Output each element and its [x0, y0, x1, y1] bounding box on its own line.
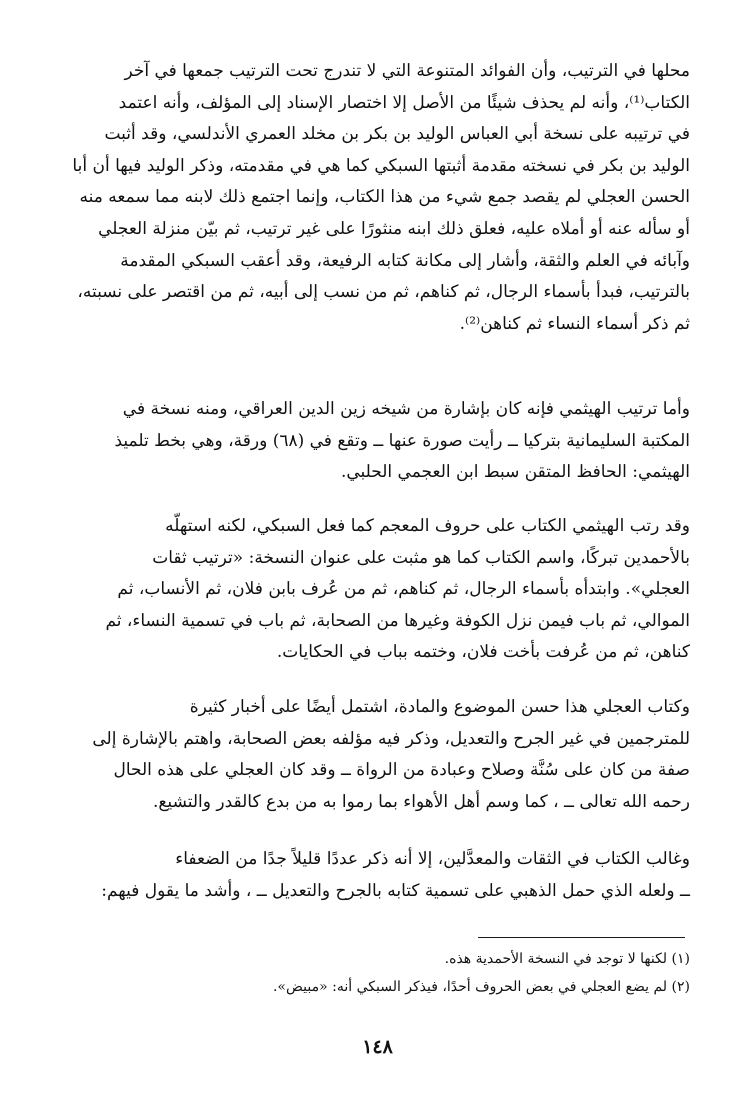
body-paragraph-2 — [58, 394, 690, 489]
footnote-divider — [478, 937, 685, 938]
body-paragraph-5 — [58, 844, 690, 907]
paragraph-text: محلها في الترتيب، وأن الفوائد المتنوعة التي لا تندرج تحت الترتيب جمعها في آخر الكتاب⁽¹⁾، وأنه لم يحذف شيئًا من الأصل إلا اختصار الإسناد إلى المؤلف، وأنه اعتمد في ترتيبه على نسخة أبي العباس الوليد بن بكر بن مخلد العمري الأندلسي، وقد أثبت الوليد بن بكر في نسخته مقدمة أثبتها السبكي كما هي في مقدمته، وذكر الوليد فيها أن أبا الحسن العجلي لم يقصد جمع شيء من هذا الكتاب، وإنما اجتمع ذلك لابنه مما سمعه منه أو سأله عنه أو أملاه عليه، فعلق ذلك ابنه منثورًا على غير ترتيب، ثم بيّن منزلة العجلي وآبائه في العلم والثقة، وأشار إلى مكانة كتابه الرفيعة، وقد أعقب السبكي المقدمة بالترتيب، فبدأ بأسماء الرجال، ثم كناهم، ثم من نسب إلى أبيه، ثم من اقتصر على نسبته، ثم ذكر أسماء النساء ثم كناهن⁽²⁾. — [72, 61, 690, 334]
page-number: ١٤٨ — [362, 1036, 393, 1058]
footnote-2: (٢) لم يضع العجلي في بعض الحروف أحدًا، فيذكر السبكي أنه: «مبيض». — [272, 979, 690, 995]
body-paragraph-1 — [58, 56, 690, 340]
body-paragraph-4 — [58, 692, 690, 818]
body-paragraph-3 — [58, 511, 690, 669]
paragraph-text: وقد رتب الهيثمي الكتاب على حروف المعجم كما فعل السبكي، لكنه استهلّه بالأحمدين تبركًا، واسم الكتاب كما هو مثبت على عنوان النسخة: «ترتيب ثقات العجلي». وابتدأه بأسماء الرجال، ثم كناهم، ثم من عُرف بابن فلان، ثم الأنساب، ثم الموالي، ثم باب فيمن نزل الكوفة وغيرها من الصحابة، ثم باب في تسمية النساء، ثم كناهن، ثم من عُرفت بأخت فلان، وختمه بباب في الحكايات. — [105, 516, 690, 663]
paragraph-text: وغالب الكتاب في الثقات والمعدَّلين، إلا أنه ذكر عددًا قليلاً جدًا من الضعفاء ــ ولعله الذي حمل الذهبي على تسمية كتابه بالجرح والتعديل ــ ، وأشد ما يقول فيهم: — [101, 849, 690, 901]
footnote-1: (١) لكنها لا توجد في النسخة الأحمدية هذه. — [444, 951, 690, 967]
footnotes — [58, 945, 690, 1001]
paragraph-text: وكتاب العجلي هذا حسن الموضوع والمادة، اشتمل أيضًا على أخبار كثيرة للمترجمين في غير الجرح والتعديل، وذكر فيه مؤلفه بعض الصحابة، واهتم بالإشارة إلى صفة من كان على سُنَّة وصلاح وعبادة من الرواة ــ وقد كان العجلي على هذه الحال رحمه الله تعالى ــ ، كما وسم أهل الأهواء بما رموا به من بدع كالقدر والتشيع. — [92, 697, 690, 812]
paragraph-text: وأما ترتيب الهيثمي فإنه كان بإشارة من شيخه زين الدين العراقي، ومنه نسخة في المكتبة السليمانية بتركيا ــ رأيت صورة عنها ــ وتقع في (٦٨) ورقة، وهي بخط تلميذ الهيثمي: الحافظ المتقن سبط ابن العجمي الحلبي. — [114, 399, 690, 483]
